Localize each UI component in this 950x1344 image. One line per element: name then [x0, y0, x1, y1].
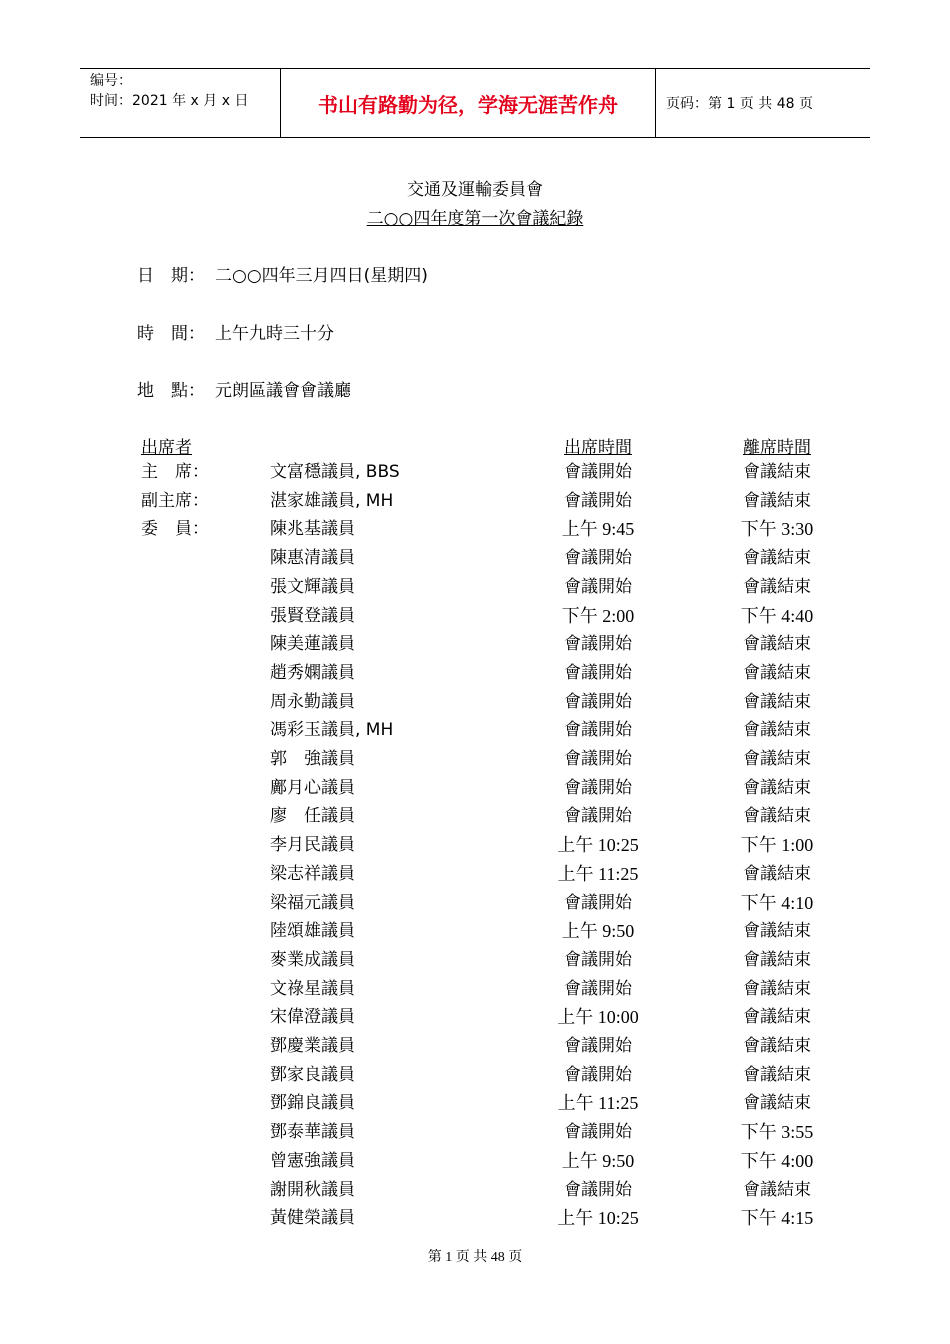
time-out: 下午 4:40: [740, 605, 814, 626]
attendance-row: [0, 458, 950, 486]
member-role: 主 席：: [141, 462, 209, 482]
member-name: 趙秀嫻議員: [270, 662, 355, 683]
header-date: 时间：2021 年 x 月 x 日: [90, 93, 249, 109]
member-name: 文富穩議員, BBS: [270, 462, 400, 482]
time-in: 會議開始: [564, 1036, 632, 1056]
time-out: 會議結束: [743, 720, 811, 741]
attendance-row: [0, 659, 950, 687]
time-in: 會議開始: [564, 720, 632, 741]
document-subtitle: [0, 204, 950, 229]
time-in: 會議開始: [564, 1179, 632, 1200]
header-motto: 书山有路勤为径，学海无涯苦作舟: [281, 69, 656, 137]
member-name: 李月民議員: [270, 835, 355, 856]
meeting-place-label: 地 點：: [137, 381, 205, 401]
attendance-row: [0, 544, 950, 572]
header-page-info: 页码：第 1 页 共 48 页: [666, 96, 813, 112]
member-name: 梁福元議員: [270, 892, 355, 913]
time-in: 上午 9:50: [561, 1150, 635, 1171]
time-out: 會議結束: [743, 691, 811, 712]
time-in: 會議開始: [564, 462, 632, 482]
header-meta: [80, 69, 281, 137]
attendance-row: [0, 975, 950, 1003]
time-in: 上午 11:25: [557, 1093, 639, 1114]
time-out-header: 離席時間: [743, 438, 811, 458]
time-out: 會議結束: [743, 462, 811, 482]
member-name: 湛家雄議員, MH: [270, 490, 394, 511]
member-name: 鄧家良議員: [270, 1064, 355, 1085]
time-in: 下午 2:00: [561, 605, 635, 626]
time-out: 會議結束: [743, 777, 811, 798]
time-in: 會議開始: [564, 892, 632, 913]
time-in: 上午 9:45: [561, 519, 635, 540]
time-out: 會議結束: [743, 1036, 811, 1056]
time-out: 會議結束: [743, 806, 811, 827]
attendance-row: [0, 917, 950, 945]
member-name: 鄧泰華議員: [270, 1122, 355, 1143]
attendance-row: [0, 1003, 950, 1031]
member-name: 謝開秋議員: [270, 1179, 355, 1200]
member-name: 文祿星議員: [270, 978, 355, 999]
member-name: 陳兆基議員: [270, 519, 355, 540]
attendance-row: [0, 889, 950, 917]
page-header: [80, 68, 870, 138]
meeting-date-label: 日 期：: [137, 266, 205, 286]
meeting-date-value: 二○○四年三月四日(星期四): [215, 266, 428, 286]
attendance-row: [0, 1204, 950, 1232]
member-name: 張文輝議員: [270, 576, 355, 597]
attendance-row: [0, 716, 950, 744]
member-name: 陳美蓮議員: [270, 634, 355, 655]
member-name: 鄺月心議員: [270, 777, 355, 798]
time-in: 上午 10:25: [557, 1208, 639, 1229]
time-in: 會議開始: [564, 691, 632, 712]
attendance-row: [0, 1147, 950, 1175]
member-name: 張賢登議員: [270, 605, 355, 626]
time-in: 上午 11:25: [557, 863, 639, 884]
attendance-row: [0, 1089, 950, 1117]
time-in: 會議開始: [564, 806, 632, 827]
time-out: 會議結束: [743, 634, 811, 655]
time-out: 會議結束: [743, 1179, 811, 1200]
time-out: 會議結束: [743, 490, 811, 511]
attendance-row: [0, 745, 950, 773]
meeting-place-value: 元朗區議會會議廳: [215, 381, 351, 401]
time-in: 上午 9:50: [561, 921, 635, 942]
time-out: 下午 4:00: [740, 1150, 814, 1171]
time-out: 會議結束: [743, 921, 811, 942]
attendance-row: [0, 1032, 950, 1060]
member-name: 馮彩玉議員, MH: [270, 720, 394, 741]
member-name: 鄧慶業議員: [270, 1036, 355, 1056]
time-out: 會議結束: [743, 1064, 811, 1085]
member-name: 鄧錦良議員: [270, 1093, 355, 1114]
attendees-header: 出席者: [141, 438, 192, 458]
time-in: 會議開始: [564, 978, 632, 999]
member-name: 周永勤議員: [270, 691, 355, 712]
member-role: 委 員：: [141, 519, 209, 540]
time-in: 會議開始: [564, 576, 632, 597]
time-in: 會議開始: [564, 1064, 632, 1085]
attendance-row: [0, 860, 950, 888]
time-in: 上午 10:25: [557, 835, 639, 856]
attendance-row: [0, 1061, 950, 1089]
member-name: 廖 任議員: [270, 806, 355, 827]
member-name: 陳惠清議員: [270, 548, 355, 569]
attendance-row: [0, 831, 950, 859]
time-out: 會議結束: [743, 576, 811, 597]
time-in: 會議開始: [564, 749, 632, 769]
time-in: 會議開始: [564, 634, 632, 655]
attendance-row: [0, 573, 950, 601]
time-out: 會議結束: [743, 1093, 811, 1114]
time-in-header: 出席時間: [564, 438, 632, 458]
time-in: 會議開始: [564, 490, 632, 511]
attendance-row: [0, 1176, 950, 1204]
meeting-place: [137, 376, 351, 401]
meeting-time-value: 上午九時三十分: [215, 324, 334, 344]
time-out: 下午 4:10: [740, 892, 814, 913]
time-out: 會議結束: [743, 662, 811, 683]
attendance-row: [0, 602, 950, 630]
time-in: 會議開始: [564, 662, 632, 683]
member-name: 曾憲強議員: [270, 1150, 355, 1171]
attendance-row: [0, 487, 950, 515]
document-title: 交通及運輸委員會: [407, 180, 543, 200]
member-role: 副主席：: [141, 490, 209, 511]
time-out: 下午 3:55: [740, 1122, 814, 1143]
member-name: 梁志祥議員: [270, 863, 355, 884]
time-out: 會議結束: [743, 1007, 811, 1028]
time-out: 會議結束: [743, 863, 811, 884]
time-in: 會議開始: [564, 1122, 632, 1143]
time-out: 下午 1:00: [740, 835, 814, 856]
attendance-row: [0, 515, 950, 543]
time-in: 會議開始: [564, 548, 632, 569]
attendance-row: [0, 946, 950, 974]
attendance-row: [0, 774, 950, 802]
time-out: 會議結束: [743, 749, 811, 769]
attendance-row: [0, 630, 950, 658]
member-name: 郭 強議員: [270, 749, 355, 769]
time-in: 上午 10:00: [557, 1007, 639, 1028]
time-out: 會議結束: [743, 949, 811, 970]
time-out: 下午 3:30: [740, 519, 814, 540]
meeting-date: [137, 261, 428, 286]
time-out: 會議結束: [743, 548, 811, 569]
member-name: 宋偉澄議員: [270, 1007, 355, 1028]
member-name: 麥業成議員: [270, 949, 355, 970]
attendance-row: [0, 688, 950, 716]
time-in: 會議開始: [564, 777, 632, 798]
attendance-row: [0, 802, 950, 830]
meeting-time: [137, 319, 334, 344]
attendance-row: [0, 1118, 950, 1146]
header-number: 编号：: [90, 73, 132, 89]
time-in: 會議開始: [564, 949, 632, 970]
meeting-time-label: 時 間：: [137, 324, 205, 344]
member-name: 黃健榮議員: [270, 1208, 355, 1229]
time-out: 下午 4:15: [740, 1208, 814, 1229]
document-subtitle-text: 二○○四年度第一次會議紀錄: [366, 209, 584, 229]
time-out: 會議結束: [743, 978, 811, 999]
member-name: 陸頌雄議員: [270, 921, 355, 942]
page-footer: 第 1 页 共 48 页: [427, 1250, 523, 1265]
